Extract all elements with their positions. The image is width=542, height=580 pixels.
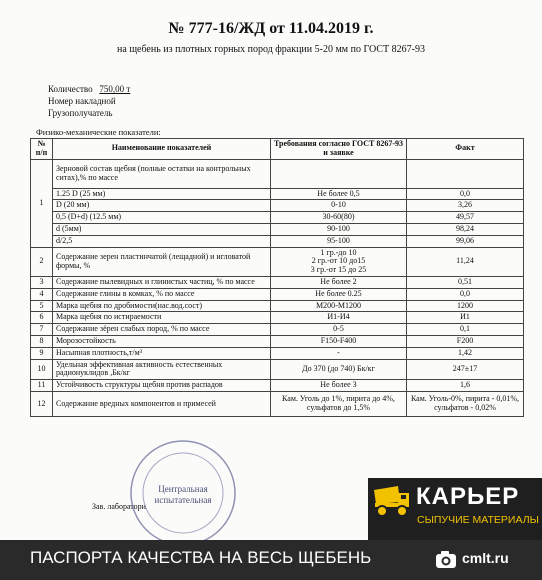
row-number: 6	[31, 312, 53, 324]
parameters-table	[30, 138, 524, 417]
table-row	[31, 247, 524, 276]
quantity-value: 750,00 т	[99, 84, 131, 94]
header-requirement: Требования согласно ГОСТ 8267-93 и заявке	[271, 139, 407, 160]
row-fact: 49,57	[407, 212, 524, 224]
row-fact: 1,42	[407, 347, 524, 359]
row-fact: 0,1	[407, 324, 524, 336]
row-requirement: 30-60(80)	[271, 212, 407, 224]
table-row	[31, 200, 524, 212]
row-number: 1	[31, 159, 53, 247]
row-number: 10	[31, 359, 53, 380]
requirement-group-1: 1 гр.-до 10	[320, 247, 357, 257]
row-name: Зерновой состав щебня (полные остатки на контрольных ситах),% по массе	[53, 159, 271, 188]
row-name: Устойчивость структуры щебня против распадов	[53, 380, 271, 392]
section-title: Физико-механические показатели:	[36, 127, 161, 137]
row-requirement: Не более 3	[271, 380, 407, 392]
table-row	[31, 312, 524, 324]
table-header-row	[31, 139, 524, 160]
row-number: 2	[31, 247, 53, 276]
row-number: 12	[31, 391, 53, 416]
row-fact: 11,24	[407, 247, 524, 276]
row-number: 9	[31, 347, 53, 359]
row-requirement: F150-F400	[271, 335, 407, 347]
row-number: 5	[31, 300, 53, 312]
header-number: № п/п	[31, 139, 53, 160]
row-name: 1.25 D (25 мм)	[53, 188, 271, 200]
brand-tagline: СЫПУЧИЕ МАТЕРИАЛЫ	[417, 514, 539, 526]
row-name: Содержание зерен пластинчатой (лещадной) и игловатой формы, %	[53, 247, 271, 276]
row-requirement: 0-10	[271, 200, 407, 212]
row-requirement: Кам. Уголь до 1%, пирита до 4%, сульфатов до 1,5%	[271, 391, 407, 416]
invoice-label: Номер накладной	[48, 96, 116, 106]
row-number: 8	[31, 335, 53, 347]
row-requirement: Не более 0.25	[271, 288, 407, 300]
row-name: Содержание вредных компонентов и примесей	[53, 391, 271, 416]
row-requirement: 90-100	[271, 223, 407, 235]
lab-stamp-seal	[128, 438, 238, 548]
dump-truck-icon	[372, 484, 412, 518]
row-requirement: Не более 0,5	[271, 188, 407, 200]
row-name: Марка щебня по дробимости(нас.вод.сост)	[53, 300, 271, 312]
row-fact: 247±17	[407, 359, 524, 380]
row-fact: 1200	[407, 300, 524, 312]
row-fact: F200	[407, 335, 524, 347]
row-requirement: М200-М1200	[271, 300, 407, 312]
row-fact: 0,0	[407, 188, 524, 200]
row-requirement: 0-5	[271, 324, 407, 336]
table-row	[31, 159, 524, 188]
row-name: d (5мм)	[53, 223, 271, 235]
requirement-group-3: 3 гр.-от 15 до 25	[310, 265, 367, 275]
row-name: Содержание пылевидных и глинистых частиц, % по массе	[53, 276, 271, 288]
row-name: Марка щебня по истираемости	[53, 312, 271, 324]
row-name: Морозостойкость	[53, 335, 271, 347]
document-subtitle: на щебень из плотных горных пород фракции 5-20 мм по ГОСТ 8267-93	[117, 44, 425, 55]
row-requirement: Не более 2	[271, 276, 407, 288]
row-number: 4	[31, 288, 53, 300]
row-name: Удельная эффективная активность естественных радионуклидов ,Бк/кг	[53, 359, 271, 380]
row-name: Содержание глины в комках, % по массе	[53, 288, 271, 300]
row-fact: 98,24	[407, 223, 524, 235]
row-fact: 99,06	[407, 235, 524, 247]
requirement-group-2: 2 гр.-от 10 до15	[311, 256, 366, 266]
signature-label: Зав. лаборатори	[92, 502, 146, 511]
table-row	[31, 347, 524, 359]
table-row	[31, 359, 524, 380]
row-requirement: И1-И4	[271, 312, 407, 324]
row-requirement: 95-100	[271, 235, 407, 247]
row-fact: 3,26	[407, 200, 524, 212]
header-fact: Факт	[407, 139, 524, 160]
document-title: № 777-16/ЖД от 11.04.2019 г.	[168, 20, 374, 37]
quantity-line	[48, 84, 130, 94]
row-fact: И1	[407, 312, 524, 324]
watermark-site: cmlt.ru	[462, 550, 509, 566]
row-name: Насыпная плотность,т/м³	[53, 347, 271, 359]
row-name: D (20 мм)	[53, 200, 271, 212]
table-row	[31, 212, 524, 224]
banner-text: ПАСПОРТА КАЧЕСТВА НА ВЕСЬ ЩЕБЕНЬ	[30, 548, 372, 567]
row-requirement	[271, 247, 407, 276]
header-name: Наименование показателей	[53, 139, 271, 160]
table-row	[31, 188, 524, 200]
camera-icon	[434, 548, 458, 572]
row-fact: 0,0	[407, 288, 524, 300]
row-requirement: -	[271, 347, 407, 359]
table-row	[31, 276, 524, 288]
table-row	[31, 380, 524, 392]
quantity-label: Количество	[48, 84, 93, 94]
row-fact: Кам. Уголь-0%, пирита - 0,01%, сульфатов - 0,02%	[407, 391, 524, 416]
stamp-line-1: Центральная	[158, 484, 208, 494]
table-row	[31, 223, 524, 235]
table-row	[31, 335, 524, 347]
row-requirement: До 370 (до 740) Бк/кг	[271, 359, 407, 380]
row-name: Содержание зёрен слабых пород, % по массе	[53, 324, 271, 336]
brand-name: КАРЬЕР	[416, 483, 520, 510]
row-name: 0,5 (D+d) (12.5 мм)	[53, 212, 271, 224]
table-row	[31, 235, 524, 247]
table-row	[31, 288, 524, 300]
table-row	[31, 324, 524, 336]
row-fact: 1,6	[407, 380, 524, 392]
table-row	[31, 391, 524, 416]
table-row	[31, 300, 524, 312]
stamp-line-2: испытательная	[154, 495, 212, 505]
receiver-label: Грузополучатель	[48, 108, 113, 118]
row-number: 7	[31, 324, 53, 336]
row-number: 11	[31, 380, 53, 392]
row-name: d/2,5	[53, 235, 271, 247]
row-number: 3	[31, 276, 53, 288]
row-fact: 0,51	[407, 276, 524, 288]
